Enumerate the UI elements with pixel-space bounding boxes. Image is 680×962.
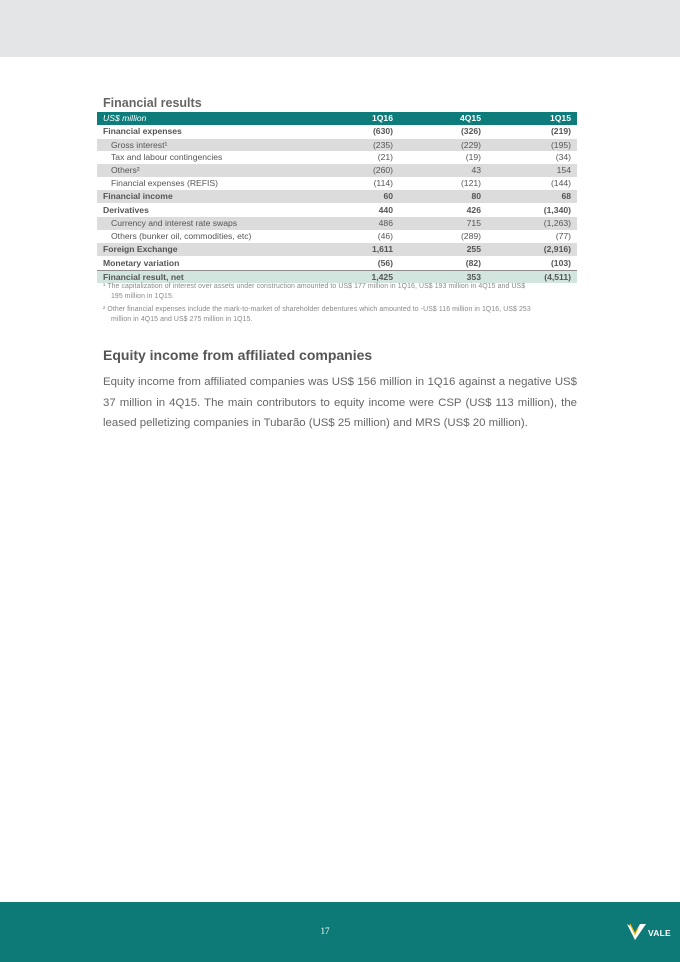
row-value: 1,611 <box>311 243 399 256</box>
table-row <box>97 243 577 256</box>
row-value: (2,916) <box>487 243 577 256</box>
row-value: 80 <box>399 190 487 203</box>
row-value: (19) <box>465 152 481 163</box>
header-col-1q16: 1Q16 <box>311 112 399 125</box>
table-row <box>97 151 577 164</box>
row-label: Others² <box>97 164 311 177</box>
table-row <box>97 217 577 230</box>
row-label: Tax and labour contingencies <box>111 152 223 163</box>
row-value: (1,263) <box>487 217 577 230</box>
footnote-2-line-1: ² Other financial expenses include the mark-to-market of shareholder debentures which amounted to -US$ 116 million in 1Q16, US$ 253 <box>103 306 531 313</box>
header-col-4q15: 4Q15 <box>399 112 487 125</box>
row-value: 154 <box>487 164 577 177</box>
row-value: 1,425 <box>311 270 399 283</box>
row-label: Monetary variation <box>97 256 311 270</box>
table-row <box>97 230 577 243</box>
row-value: (121) <box>460 177 481 188</box>
row-value: 486 <box>311 217 399 230</box>
footnote-1-line-2: 195 million in 1Q15. <box>111 293 174 300</box>
row-value: 353 <box>399 270 487 283</box>
row-value: (46) <box>377 231 393 242</box>
row-value: (326) <box>399 125 487 138</box>
row-value: (21) <box>377 152 393 163</box>
row-value: (1,340) <box>487 203 577 217</box>
table-row <box>97 177 577 190</box>
table-row <box>97 256 577 270</box>
vale-logo-text: VALE <box>648 928 671 938</box>
row-value: (103) <box>487 256 577 270</box>
table-header-row <box>97 112 577 125</box>
row-label: Gross interest¹ <box>97 138 311 151</box>
row-value: 43 <box>399 164 487 177</box>
row-value: 715 <box>399 217 487 230</box>
row-value: 426 <box>399 203 487 217</box>
section-title: Financial results <box>103 96 202 110</box>
footnote-1 <box>103 282 573 302</box>
row-value: 440 <box>311 203 399 217</box>
row-value: (219) <box>487 125 577 138</box>
row-value: (195) <box>487 138 577 151</box>
row-label: Financial expenses <box>97 125 311 138</box>
row-label: Foreign Exchange <box>97 243 311 256</box>
row-value: 255 <box>399 243 487 256</box>
header-label: US$ million <box>97 112 311 125</box>
table-row <box>97 164 577 177</box>
row-value: (114) <box>373 177 393 188</box>
row-value: (56) <box>311 256 399 270</box>
row-value: (229) <box>399 138 487 151</box>
table-row <box>97 203 577 217</box>
row-value: (235) <box>311 138 399 151</box>
footnote-2 <box>103 305 573 325</box>
row-value: (4,511) <box>487 270 577 283</box>
row-label: Derivatives <box>97 203 311 217</box>
top-band <box>0 0 680 57</box>
footnote-1-line-1: ¹ The capitalization of interest over assets under construction amounted to US$ 177 million in 1Q16, US$ 193 million in 4Q15 and US$ <box>103 283 526 290</box>
header-col-1q15: 1Q15 <box>487 112 577 125</box>
row-value: (82) <box>399 256 487 270</box>
row-value: (144) <box>550 177 571 188</box>
footnote-2-line-2: million in 4Q15 and US$ 275 million in 1Q15. <box>111 316 253 323</box>
table-row <box>97 190 577 203</box>
table-row <box>97 138 577 151</box>
financial-results-table <box>97 112 577 283</box>
row-label: Financial income <box>97 190 311 203</box>
row-value: (260) <box>311 164 399 177</box>
row-label: Currency and interest rate swaps <box>97 217 311 230</box>
page-number: 17 <box>320 926 330 936</box>
equity-income-paragraph: Equity income from affiliated companies was US$ 156 million in 1Q16 against a negative US$ 37 million in 4Q15. The main contributors to equity income were CSP (US$ 113 million), the leased pelletizing companies in Tubarão (US$ 25 million) and MRS (US$ 20 million). <box>103 376 577 429</box>
row-value: 60 <box>311 190 399 203</box>
row-value: (34) <box>555 152 571 163</box>
row-label: Financial expenses (REFIS) <box>111 177 218 188</box>
row-label: Others (bunker oil, commodities, etc) <box>111 231 252 242</box>
row-value: (77) <box>555 231 571 242</box>
row-value: (630) <box>311 125 399 138</box>
row-label: Financial result, net <box>97 270 311 283</box>
row-value: (289) <box>460 231 481 242</box>
table-row <box>97 125 577 138</box>
equity-income-heading: Equity income from affiliated companies <box>103 347 373 363</box>
row-value: 68 <box>487 190 577 203</box>
